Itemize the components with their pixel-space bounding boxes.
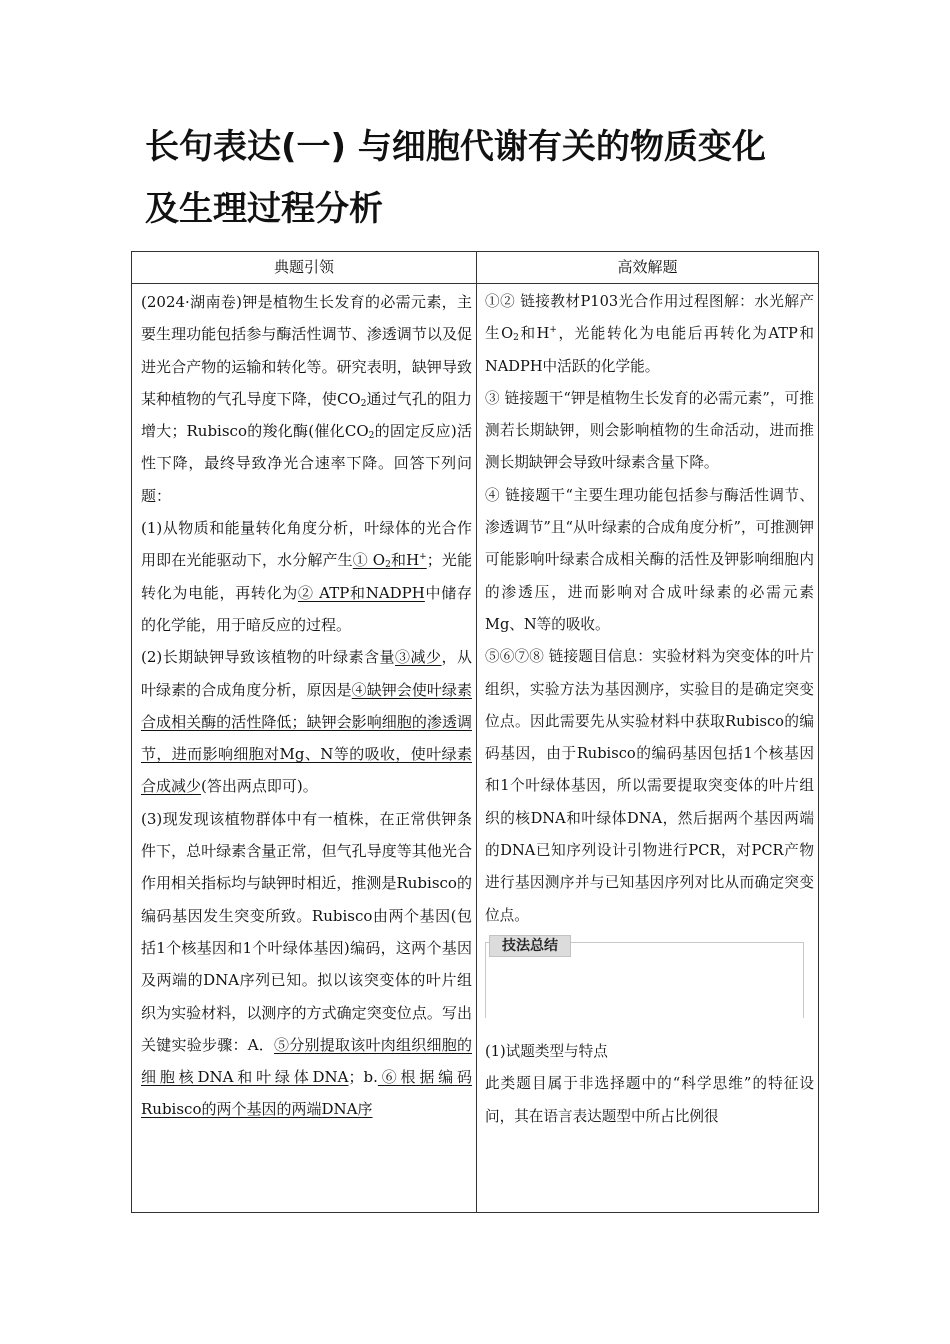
technique-summary-box [485,937,804,1018]
title-line-1: 长句表达(一) 与细胞代谢有关的物质变化 [145,127,766,167]
question-intro: (2024·湖南卷)钾是植物生长发育的必需元素，主要生理功能包括参与酶活性调节、渗透调节以及促进光合产物的运输和转化等。研究表明，缺钾导致某种植物的气孔导度下降，使$CO_2$通过气孔的阻力增大；Rubisco的羧化酶(催化$CO_2$的固定反应)活性下降，最终导致净光合速率下降。回答下列问题： [141,293,472,505]
solution-point-1: ①② 链接教材P103光合作用过程图解：水光解产生$O_2$和H+，光能转化为电能后再转化为ATP和NADPH中活跃的化学能。 [485,293,815,375]
summary-text: 此类题目属于非选择题中的“科学思维”的特征设问，其在语言表达题型中所占比例很 [485,1075,814,1125]
table-header-row [132,252,818,284]
solution-point-3: ④ 链接题干“主要生理功能包括参与酶活性调节、渗透调节”且“从叶绿素的合成角度分析”，可推测钾可能影响叶绿素合成相关酶的活性及钾影响细胞内的渗透压，进而影响对合成叶绿素的必需元素Mg、N等的吸收。 [485,486,814,633]
summary-heading: (1)试题类型与特点 [485,1042,608,1060]
answer-3: ③减少 [395,648,442,667]
answer-2: ② ATP和NADPH [298,583,425,602]
question-part-2: (2)长期缺钾导致该植物的叶绿素含量③减少，从叶绿素的合成角度分析，原因是④缺钾会使叶绿素合成相关酶的活性降低；缺钾会影响细胞的渗透调节，进而影响细胞对Mg、N等的吸收，使叶绿素合成减少(答出两点即可)。 [141,648,472,796]
two-column-table [131,251,819,1213]
technique-summary-tab: 技法总结 [489,935,571,957]
answer-5: ⑤分别提取该叶肉组织细胞的细胞核DNA和叶绿体DNA [141,1035,472,1087]
question-part-1: (1)从物质和能量转化角度分析，叶绿体的光合作用即在光能驱动下，水分解产生① $O_2$和H+；光能转化为电能，再转化为② ATP和NADPH中储存的化学能，用于暗反应的过程。 [141,519,472,634]
solution-point-4: ⑤⑥⑦⑧ 链接题目信息：实验材料为突变体的叶片组织，实验方法为基因测序，实验目的是确定突变位点。因此需要先从实验材料中获取Rubisco的编码基因，由于Rubisco的编码基因包括1个核基因和1个叶绿体基因，所以需要提取突变体的叶片组织的核DNA和叶绿体DNA，然后据两个基因两端的DNA已知序列设计引物进行PCR，对PCR产物进行基因测序并与已知基因序列对比从而确定突变位点。 [485,648,814,924]
title-line-2: 及生理过程分析 [145,189,383,229]
page-title [145,116,835,240]
solution-point-2: ③ 链接题干“钾是植物生长发育的必需元素”，可推测若长期缺钾，则会影响植物的生命活动，进而推测长期缺钾会导致叶绿素含量下降。 [485,389,814,472]
solution-column [477,284,818,1212]
header-efficient-solution: 高效解题 [617,258,678,276]
answer-4: ④缺钾会使叶绿素合成相关酶的活性降低；缺钾会影响细胞的渗透调节，进而影响细胞对Mg、N等的吸收，使叶绿素合成减少 [141,680,472,796]
answer-6: ⑥根据编码Rubisco的两个基因的两端DNA序 [141,1068,472,1119]
answer-1: ① $O_2$和H+ [352,551,427,571]
header-typical-question: 典题引领 [273,258,334,276]
question-part-3: (3)现发现该植物群体中有一植株，在正常供钾条件下，总叶绿素含量正常，但气孔导度等其他光合作用相关指标均与缺钾时相近，推测是Rubisco的编码基因发生突变所致。Rubisco由两个基因(包括1个核基因和1个叶绿体基因)编码，这两个基因及两端的DNA序列已知。拟以该突变体的叶片组织为实验材料，以测序的方式确定突变位点。写出关键实验步骤：A．⑤分别提取该叶肉组织细胞的细胞核DNA和叶绿体DNA；b.⑥根据编码Rubisco的两个基因的两端DNA序 [141,809,472,1119]
question-column [132,284,476,1212]
